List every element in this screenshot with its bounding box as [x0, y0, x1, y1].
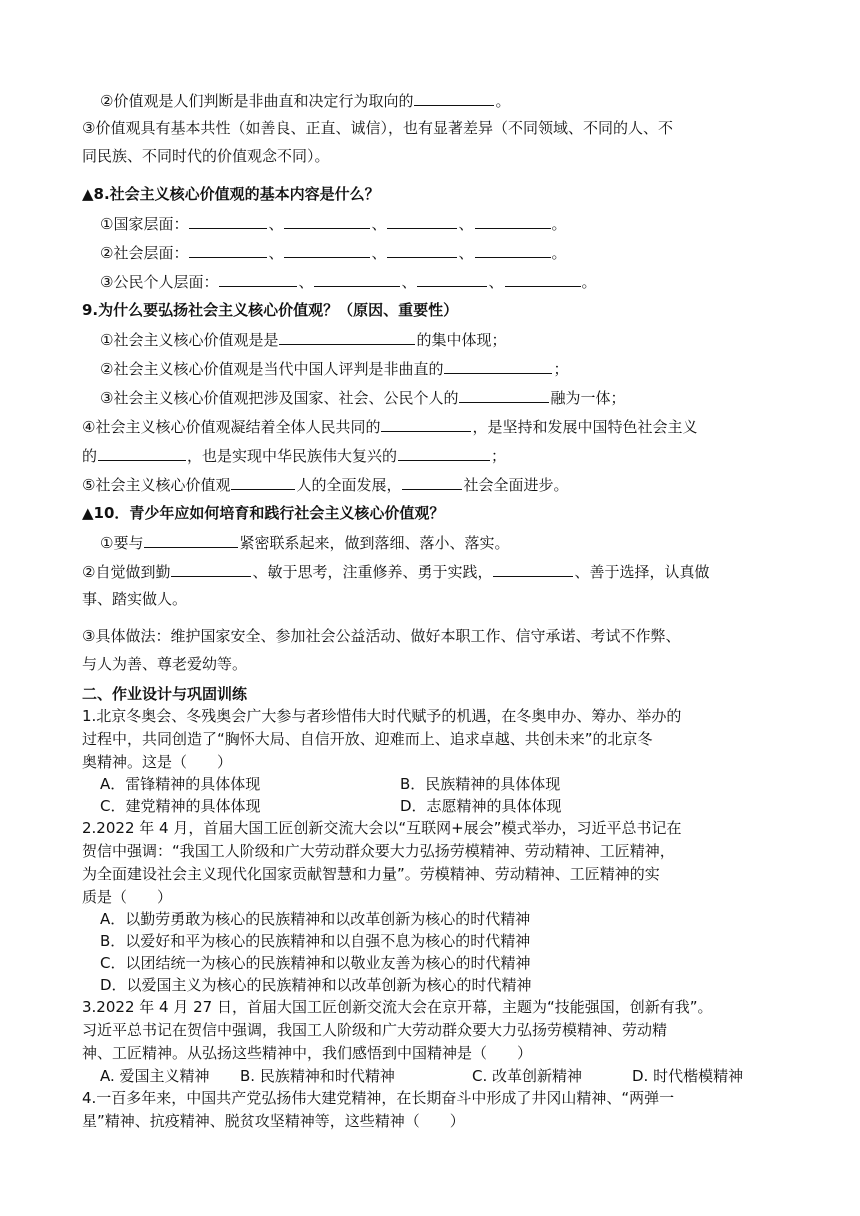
option-b[interactable]: B. 民族精神和时代精神 — [240, 1067, 395, 1085]
q8-society-line: ②社会层面： 、 、 、 。 — [100, 244, 567, 262]
mcq-1-options-cd — [100, 796, 562, 816]
answer-blank[interactable] — [493, 561, 573, 577]
option-a[interactable]: A．以勤劳勇敢为核心的民族精神和以改革创新为核心的时代精神 — [100, 910, 531, 928]
q9-title: 9.为什么要弘扬社会主义核心价值观？（原因、重要性） — [82, 301, 459, 319]
mcq-2-stem-3: 为全面建设社会主义现代化国家贡献智慧和力量”。劳模精神、劳动精神、工匠精神的实 — [82, 865, 660, 883]
mcq-2-stem-2: 贺信中强调：“我国工人阶级和广大劳动群众要大力弘扬劳模精神、劳动精神、工匠精神， — [82, 842, 675, 860]
q10-line-3a: ③具体做法：维护国家安全、参加社会公益活动、做好本职工作、信守承诺、考试不作弊、 — [82, 627, 681, 645]
option-c[interactable]: C．以团结统一为核心的民族精神和以敬业友善为核心的时代精神 — [100, 954, 531, 972]
mcq-4-stem-1: 4.一百多年来，中国共产党弘扬伟大建党精神，在长期奋斗中形成了井冈山精神、“两弹一 — [82, 1089, 675, 1107]
answer-blank[interactable] — [279, 329, 415, 345]
q10-title: ▲10．青少年应如何培育和践行社会主义核心价值观？ — [82, 504, 445, 522]
mcq-3-stem-2: 习近平总书记在贺信中强调，我国工人阶级和广大劳动群众要大力弘扬劳模精神、劳动精 — [82, 1021, 668, 1039]
q8-citizen-line: ③公民个人层面： 、 、 、 。 — [100, 273, 597, 291]
value-line-3b: 同民族、不同时代的价值观念不同）。 — [82, 147, 330, 165]
mcq-1-stem-1: 1.北京冬奥会、冬残奥会广大参与者珍惜伟大时代赋予的机遇，在冬奥申办、筹办、举办的 — [82, 707, 682, 725]
mcq-2-stem-4: 质是（ ） — [82, 888, 173, 906]
mcq-4-stem-2: 星”精神、抗疫精神、脱贫攻坚精神等，这些精神（ ） — [82, 1112, 465, 1130]
mcq-3-options — [100, 1066, 743, 1086]
answer-blank[interactable] — [475, 213, 551, 229]
q8-title: ▲8.社会主义核心价值观的基本内容是什么？ — [82, 185, 380, 203]
answer-blank[interactable] — [98, 445, 186, 461]
q9-line-1: ①社会主义核心价值观是是 的集中体现； — [100, 331, 507, 349]
answer-blank[interactable] — [144, 532, 238, 548]
option-c[interactable]: C. 改革创新精神 — [472, 1067, 583, 1085]
option-d[interactable]: D．以爱国主义为核心的民族精神和以改革创新为核心的时代精神 — [100, 976, 532, 994]
q9-line-3: ③社会主义核心价值观把涉及国家、社会、公民个人的 融为一体； — [100, 389, 626, 407]
answer-blank[interactable] — [459, 387, 549, 403]
answer-blank[interactable] — [414, 90, 494, 106]
option-d[interactable]: D．志愿精神的具体体现 — [400, 797, 562, 815]
answer-blank[interactable] — [402, 474, 462, 490]
answer-blank[interactable] — [387, 242, 457, 258]
q10-line-3b: 与人为善、尊老爱幼等。 — [82, 655, 248, 673]
q10-line-2: ②自觉做到勤 、敏于思考，注重修养、勇于实践， 、善于选择，认真做 — [82, 563, 710, 581]
q10-line-1: ①要与 紧密联系起来，做到落细、落小、落实。 — [100, 534, 510, 552]
option-d[interactable]: D. 时代楷模精神 — [632, 1067, 744, 1085]
q10-line-2b: 事、踏实做人。 — [82, 590, 188, 608]
answer-blank[interactable] — [189, 242, 267, 258]
mcq-3-stem-1: 3.2022 年 4 月 27 日，首届大国工匠创新交流大会在京开幕，主题为“技能强国，创新有我”。 — [82, 998, 713, 1016]
answer-blank[interactable] — [284, 242, 370, 258]
q9-line-6: ⑤社会主义核心价值观 人的全面发展， 社会全面进步。 — [82, 476, 569, 494]
answer-blank[interactable] — [219, 271, 297, 287]
answer-blank[interactable] — [381, 416, 471, 432]
value-line-3a: ③价值观具有基本共性（如善良、正直、诚信），也有显著差异（不同领域、不同的人、不 — [82, 119, 673, 137]
option-b[interactable]: B．以爱好和平为核心的民族精神和以自强不息为核心的时代精神 — [100, 932, 531, 950]
q9-line-4: ④社会主义核心价值观凝结着全体人民共同的 ，是坚持和发展中国特色社会主义 — [82, 418, 698, 436]
answer-blank[interactable] — [171, 561, 251, 577]
answer-blank[interactable] — [314, 271, 400, 287]
mcq-1-stem-2: 过程中，共同创造了“胸怀大局、自信开放、迎难而上、追求卓越、共创未来”的北京冬 — [82, 730, 653, 748]
value-line-2: ②价值观是人们判断是非曲直和决定行为取向的 。 — [100, 92, 511, 110]
answer-blank[interactable] — [284, 213, 370, 229]
option-a[interactable]: A. 爱国主义精神 — [100, 1067, 210, 1085]
answer-blank[interactable] — [505, 271, 581, 287]
answer-blank[interactable] — [231, 474, 295, 490]
answer-blank[interactable] — [444, 358, 552, 374]
answer-blank[interactable] — [417, 271, 487, 287]
q9-line-5: 的 ，也是实现中华民族伟大复兴的 ； — [82, 447, 507, 465]
mcq-1-options-ab — [100, 774, 560, 794]
mcq-3-stem-3: 神、工匠精神。从弘扬这些精神中，我们感悟到中国精神是（ ） — [82, 1044, 533, 1062]
option-b[interactable]: B．民族精神的具体体现 — [400, 775, 561, 793]
mcq-1-stem-3: 奥精神。这是（ ） — [82, 753, 233, 771]
q8-country-line: ①国家层面： 、 、 、 。 — [100, 215, 567, 233]
q9-line-2: ②社会主义核心价值观是当代中国人评判是非曲直的 ； — [100, 360, 569, 378]
answer-blank[interactable] — [189, 213, 267, 229]
mcq-2-stem-1: 2.2022 年 4 月，首届大国工匠创新交流大会以“互联网+展会”模式举办，习近平总书记在 — [82, 819, 682, 837]
answer-blank[interactable] — [387, 213, 457, 229]
option-a[interactable]: A．雷锋精神的具体体现 — [100, 775, 261, 793]
answer-blank[interactable] — [398, 445, 490, 461]
option-c[interactable]: C．建党精神的具体体现 — [100, 797, 261, 815]
section-2-heading: 二、作业设计与巩固训练 — [82, 685, 248, 703]
answer-blank[interactable] — [475, 242, 551, 258]
